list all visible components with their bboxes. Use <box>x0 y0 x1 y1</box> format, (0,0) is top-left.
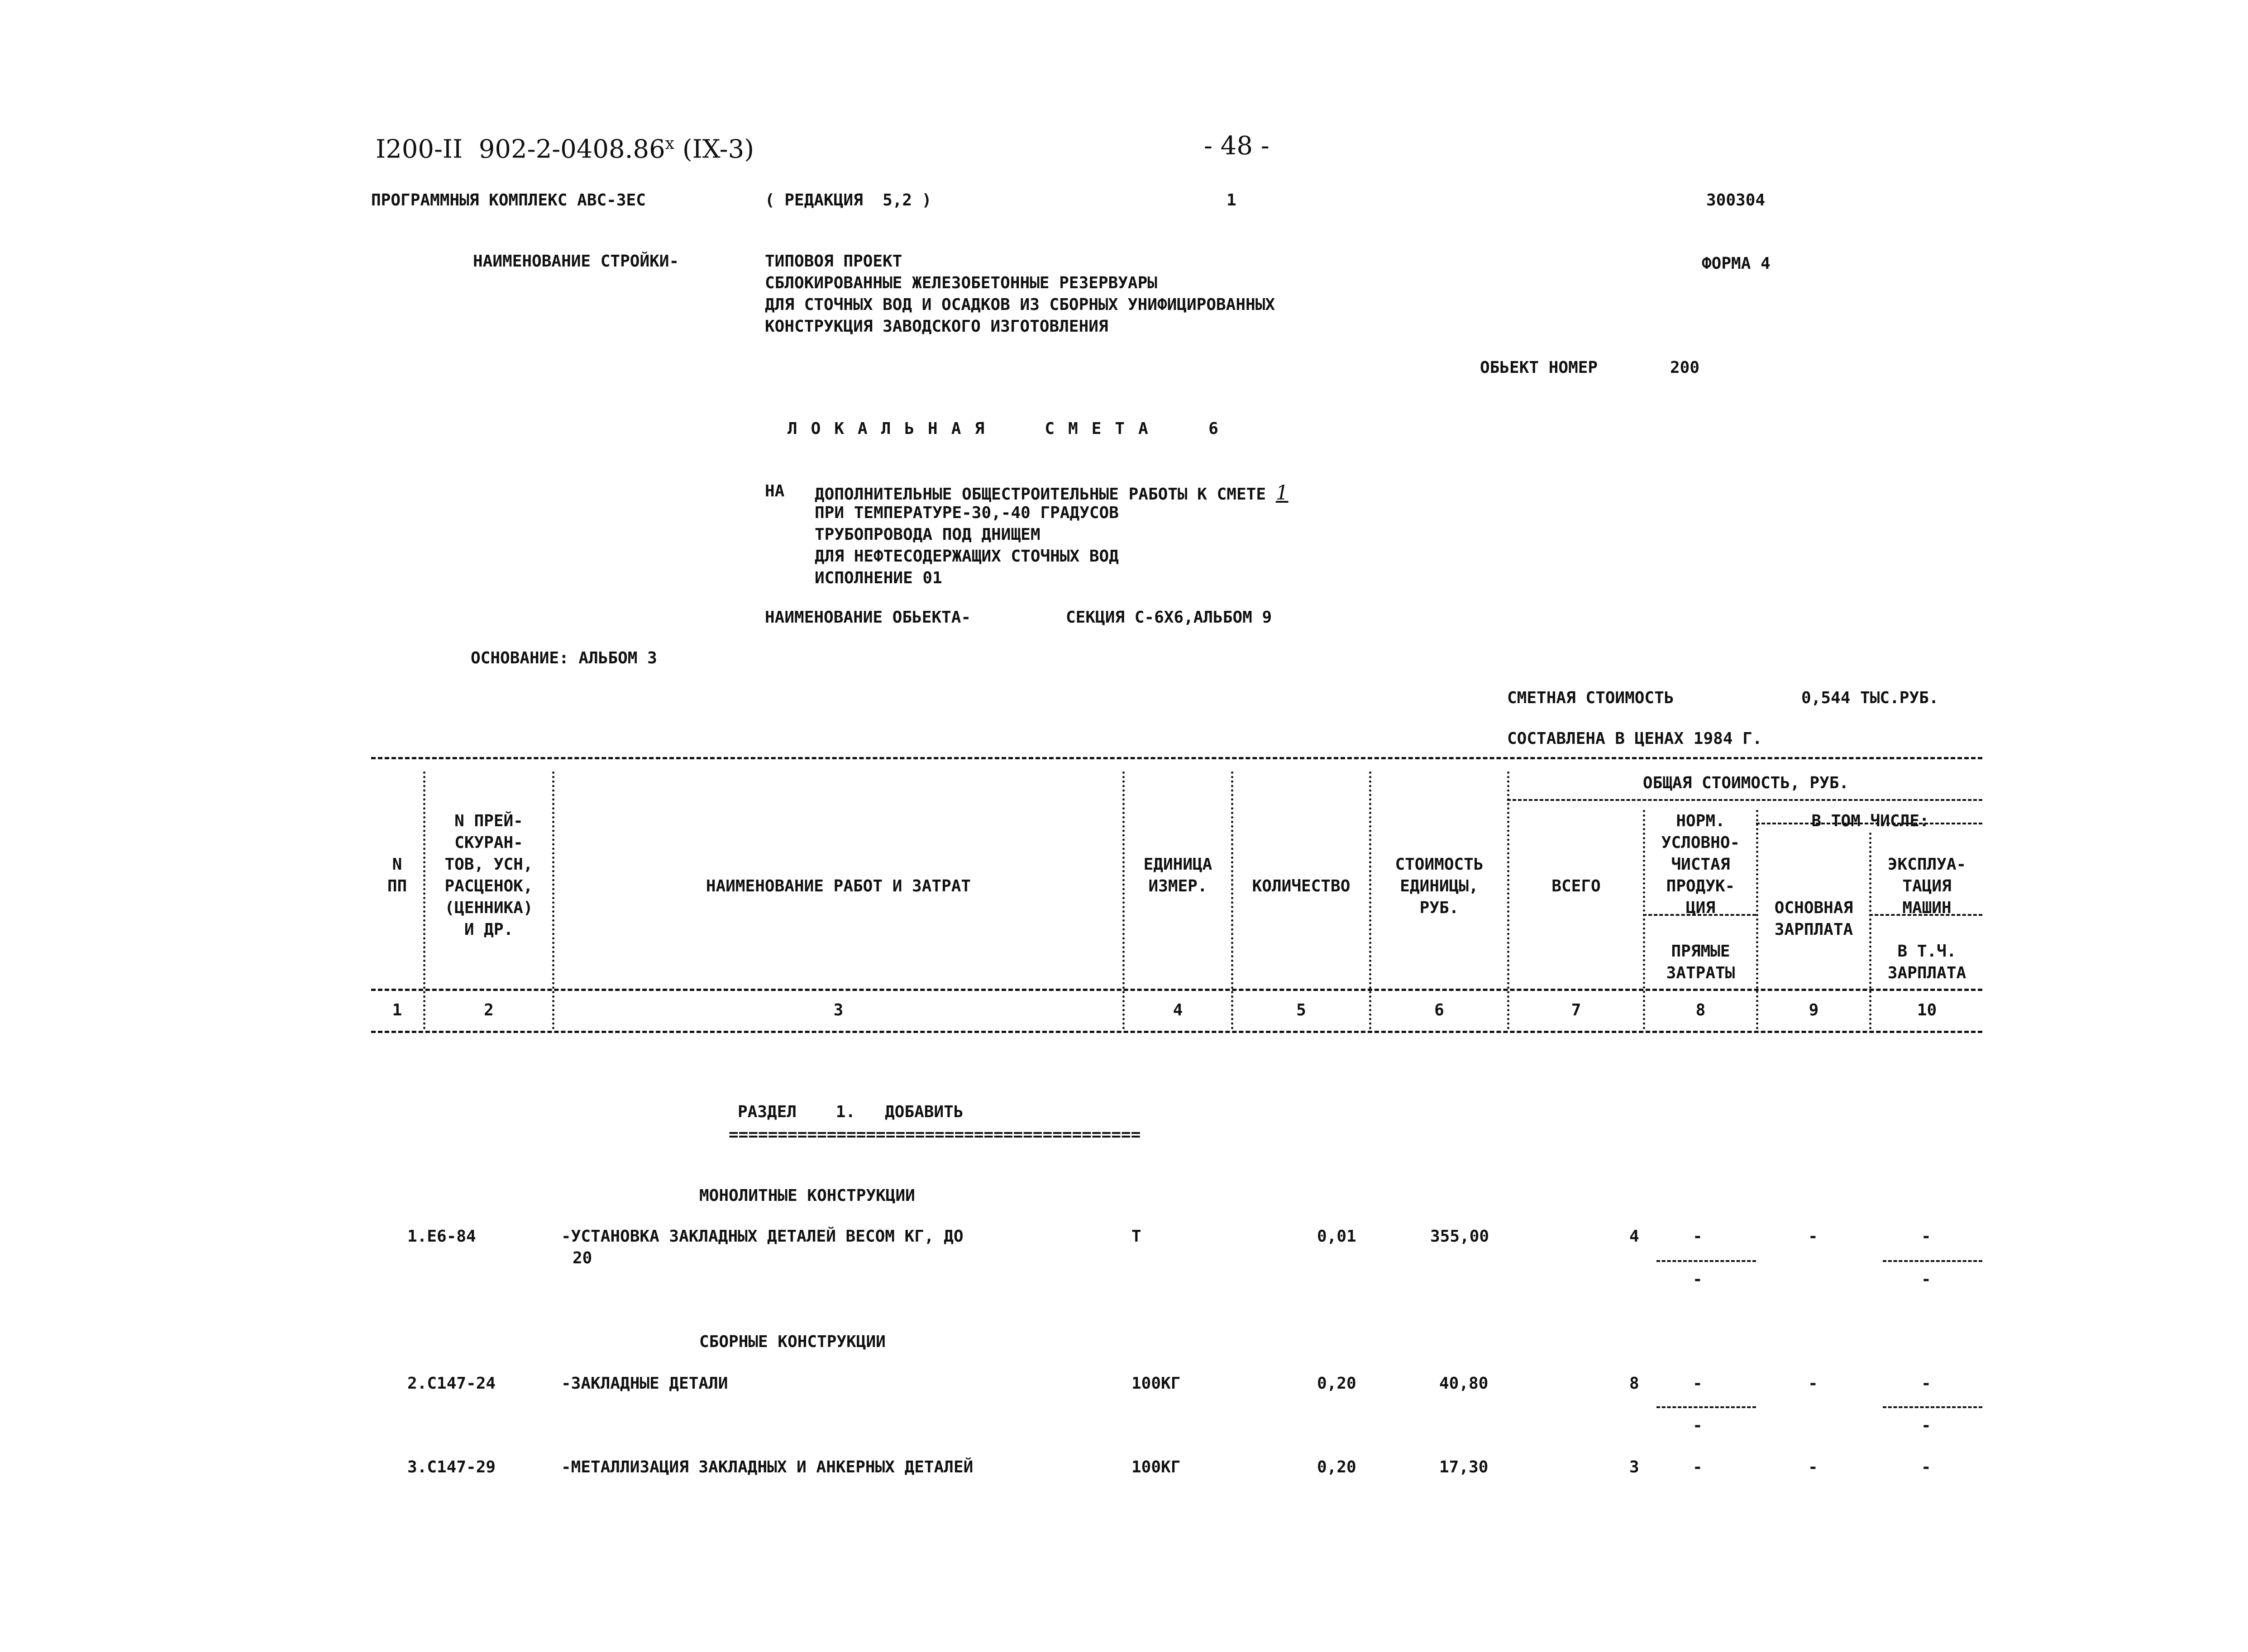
col-number-1: 1 <box>392 1001 402 1019</box>
construction-line-3: ДЛЯ СТОЧНЫХ ВОД И ОСАДКОВ ИЗ СБОРНЫХ УНИФИЦИРОВАННЫХ <box>765 295 1275 314</box>
row-total: 3 <box>1629 1458 1639 1476</box>
program-complex: ПРОГРАММНЫЯ КОМПЛЕКС АВС-ЗЕС <box>371 191 646 209</box>
header-price-5: (ЦЕННИКА) <box>444 899 533 917</box>
price-level: СОСТАВЛЕНА В ЦЕНАХ 1984 Г. <box>1507 729 1762 748</box>
header-price-4: РАСЦЕНОК, <box>444 877 533 895</box>
row-norm: - <box>1693 1374 1703 1393</box>
col-number-7: 7 <box>1571 1001 1581 1019</box>
row-wage: - <box>1808 1374 1818 1393</box>
row-wage: - <box>1808 1458 1818 1476</box>
col-divider-6 <box>1507 771 1509 1029</box>
row-mach-rule <box>1883 1406 1982 1408</box>
group-title-monolithic: МОНОЛИТНЫЕ КОНСТРУКЦИИ <box>699 1186 915 1205</box>
col-number-3: 3 <box>833 1001 844 1019</box>
header-price-2: СКУРАН- <box>454 833 523 852</box>
row-code: 2.С147-24 <box>407 1374 496 1393</box>
row-code: 3.С147-29 <box>407 1458 496 1476</box>
section-underline: ========================================== <box>729 1125 1141 1144</box>
header-unit-2: ИЗМЕР. <box>1148 877 1208 895</box>
table-numbers-rule <box>371 1031 1982 1033</box>
estimated-cost-label: СМЕТНАЯ СТОИМОСТЬ <box>1507 689 1674 707</box>
program-code: 300304 <box>1706 191 1766 209</box>
row-name-1: -МЕТАЛЛИЗАЦИЯ ЗАКЛАДНЫХ И АНКЕРНЫХ ДЕТАЛЕЙ <box>561 1458 974 1476</box>
header-mach-3: МАШИН <box>1902 899 1952 917</box>
header-total: ВСЕГО <box>1551 877 1601 895</box>
header-npp-1: N <box>392 855 402 874</box>
header-total-group: ОБЩАЯ СТОИМОСТЬ, РУБ. <box>1642 774 1849 792</box>
program-number: 1 <box>1227 191 1236 209</box>
section-title: РАЗДЕЛ 1. ДОБАВИТЬ <box>738 1103 964 1121</box>
col-number-6: 6 <box>1434 1001 1444 1019</box>
col-number-2: 2 <box>484 1001 494 1019</box>
col-number-10: 10 <box>1917 1001 1937 1019</box>
row-name-1: -ЗАКЛАДНЫЕ ДЕТАЛИ <box>561 1374 728 1393</box>
row-norm: - <box>1693 1227 1703 1246</box>
header-direct-1: ПРЯМЫЕ <box>1671 942 1730 961</box>
row-mach-rule <box>1883 1260 1982 1262</box>
construction-label: НАИМЕНОВАНИЕ СТРОЙКИ- <box>473 252 679 271</box>
header-unit-1: ЕДИНИЦА <box>1143 855 1212 874</box>
purpose-line-3: ТРУБОПРОВОДА ПОД ДНИЩЕМ <box>815 525 1040 544</box>
row-direct: - <box>1693 1416 1703 1435</box>
header-quantity: КОЛИЧЕСТВО <box>1252 877 1351 895</box>
header-price-1: N ПРЕЙ- <box>454 812 523 830</box>
row-name-2: 20 <box>573 1249 592 1267</box>
row-machwage: - <box>1921 1416 1931 1435</box>
header-norm-1: НОРМ. <box>1676 812 1725 830</box>
header-price-3: ТОВ, УСН, <box>444 855 533 874</box>
page-number: - 48 - <box>1204 131 1270 161</box>
col-divider-8 <box>1756 810 1758 1029</box>
header-npp-2: ПП <box>387 877 407 895</box>
purpose-line-4: ДЛЯ НЕФТЕСОДЕРЖАЩИХ СТОЧНЫХ ВОД <box>815 547 1119 566</box>
col-number-4: 4 <box>1173 1001 1183 1019</box>
construction-line-4: КОНСТРУКЦИЯ ЗАВОДСКОГО ИЗГОТОВЛЕНИЯ <box>765 317 1108 336</box>
header-unit-cost-3: РУБ. <box>1419 899 1459 917</box>
purpose-line-2: ПРИ ТЕМПЕРАТУРЕ-30,-40 ГРАДУСОВ <box>815 504 1119 522</box>
col-divider-2 <box>552 771 554 1029</box>
row-norm-rule <box>1656 1260 1756 1262</box>
header-mach-2: ТАЦИЯ <box>1902 877 1952 895</box>
header-machwage-2: ЗАРПЛАТА <box>1887 964 1966 982</box>
col-divider-3 <box>1122 771 1125 1029</box>
document-code: I200-II 902-2-0408.86$^x$ (IX-3) <box>376 134 754 164</box>
group-title-prefab: СБОРНЫЕ КОНСТРУКЦИИ <box>699 1333 886 1351</box>
row-unit: 100КГ <box>1131 1374 1181 1393</box>
object-name-label: НАИМЕНОВАНИЕ ОБЬЕКТА- <box>765 608 971 627</box>
row-mach: - <box>1921 1227 1931 1246</box>
header-norm-3: ЧИСТАЯ <box>1671 855 1730 874</box>
col-number-9: 9 <box>1809 1001 1819 1019</box>
header-work-name: НАИМЕНОВАНИЕ РАБОТ И ЗАТРАТ <box>706 877 971 895</box>
row-mach: - <box>1921 1458 1931 1476</box>
row-wage: - <box>1808 1227 1818 1246</box>
header-unit-cost-1: СТОИМОСТЬ <box>1395 855 1484 874</box>
row-machwage: - <box>1921 1270 1931 1289</box>
row-qty: 0,01 <box>1317 1227 1356 1246</box>
construction-line-2: СБЛОКИРОВАННЫЕ ЖЕЛЕЗОБЕТОННЫЕ РЕЗЕРВУАРЫ <box>765 274 1157 292</box>
construction-line-1: ТИПОВОЯ ПРОЕКТ <box>765 252 902 271</box>
row-unit: Т <box>1131 1227 1141 1246</box>
header-unit-cost-2: ЕДИНИЦЫ, <box>1400 877 1479 895</box>
header-norm-2: УСЛОВНО- <box>1661 833 1740 852</box>
purpose-label: НА <box>765 482 785 500</box>
header-direct-2: ЗАТРАТЫ <box>1666 964 1735 982</box>
col-divider-4 <box>1231 771 1233 1029</box>
purpose-line-1: ДОПОЛНИТЕЛЬНЫЕ ОБЩЕСТРОИТЕЛЬНЫЕ РАБОТЫ К СМЕТЕ 1 <box>815 481 1289 505</box>
header-wage-2: ЗАРПЛАТА <box>1774 920 1853 939</box>
table-header-rule <box>371 989 1982 991</box>
total-group-rule <box>1507 799 1982 801</box>
header-price-6: И ДР. <box>464 920 514 939</box>
basis: ОСНОВАНИЕ: АЛЬБОМ 3 <box>471 649 657 667</box>
row-total: 4 <box>1629 1227 1639 1246</box>
row-qty: 0,20 <box>1317 1374 1356 1393</box>
row-code: 1.Е6-84 <box>407 1227 476 1246</box>
form-number: ФОРМА 4 <box>1702 254 1771 273</box>
object-name-value: СЕКЦИЯ С-6Х6,АЛЬБОМ 9 <box>1066 608 1272 627</box>
row-price: 17,30 <box>1439 1458 1489 1476</box>
row-direct: - <box>1693 1270 1703 1289</box>
row-name-1: -УСТАНОВКА ЗАКЛАДНЫХ ДЕТАЛЕЙ ВЕСОМ КГ, ДО <box>561 1227 964 1246</box>
program-edition: ( РЕДАКЦИЯ 5,2 ) <box>765 191 932 209</box>
object-number-value: 200 <box>1670 358 1700 377</box>
row-unit: 100КГ <box>1131 1458 1181 1476</box>
header-norm-4: ПРОДУК- <box>1666 877 1735 895</box>
header-wage-1: ОСНОВНАЯ <box>1774 899 1853 917</box>
row-mach: - <box>1921 1374 1931 1393</box>
object-number-label: ОБЬЕКТ НОМЕР <box>1480 358 1598 377</box>
col-number-8: 8 <box>1695 1001 1706 1019</box>
header-machwage-1: В Т.Ч. <box>1897 942 1957 961</box>
estimate-title: ЛОКАЛЬНАЯ СМЕТА 6 <box>788 419 1232 438</box>
row-price: 40,80 <box>1439 1374 1489 1393</box>
header-norm-5: ЦИЯ <box>1685 899 1716 917</box>
row-price: 355,00 <box>1430 1227 1489 1246</box>
row-qty: 0,20 <box>1317 1458 1356 1476</box>
estimated-cost-value: 0,544 ТЫС.РУБ. <box>1801 689 1939 707</box>
header-mach-1: ЭКСПЛУА- <box>1887 855 1966 874</box>
row-norm-rule <box>1656 1406 1756 1408</box>
row-total: 8 <box>1629 1374 1639 1393</box>
col-number-5: 5 <box>1296 1001 1306 1019</box>
row-norm: - <box>1693 1458 1703 1476</box>
handwritten-estimate-number: 1 <box>1275 481 1289 505</box>
header-including: В ТОМ ЧИСЛЕ: <box>1811 812 1929 830</box>
table-top-rule <box>371 757 1982 759</box>
purpose-line-5: ИСПОЛНЕНИЕ 01 <box>815 569 942 587</box>
